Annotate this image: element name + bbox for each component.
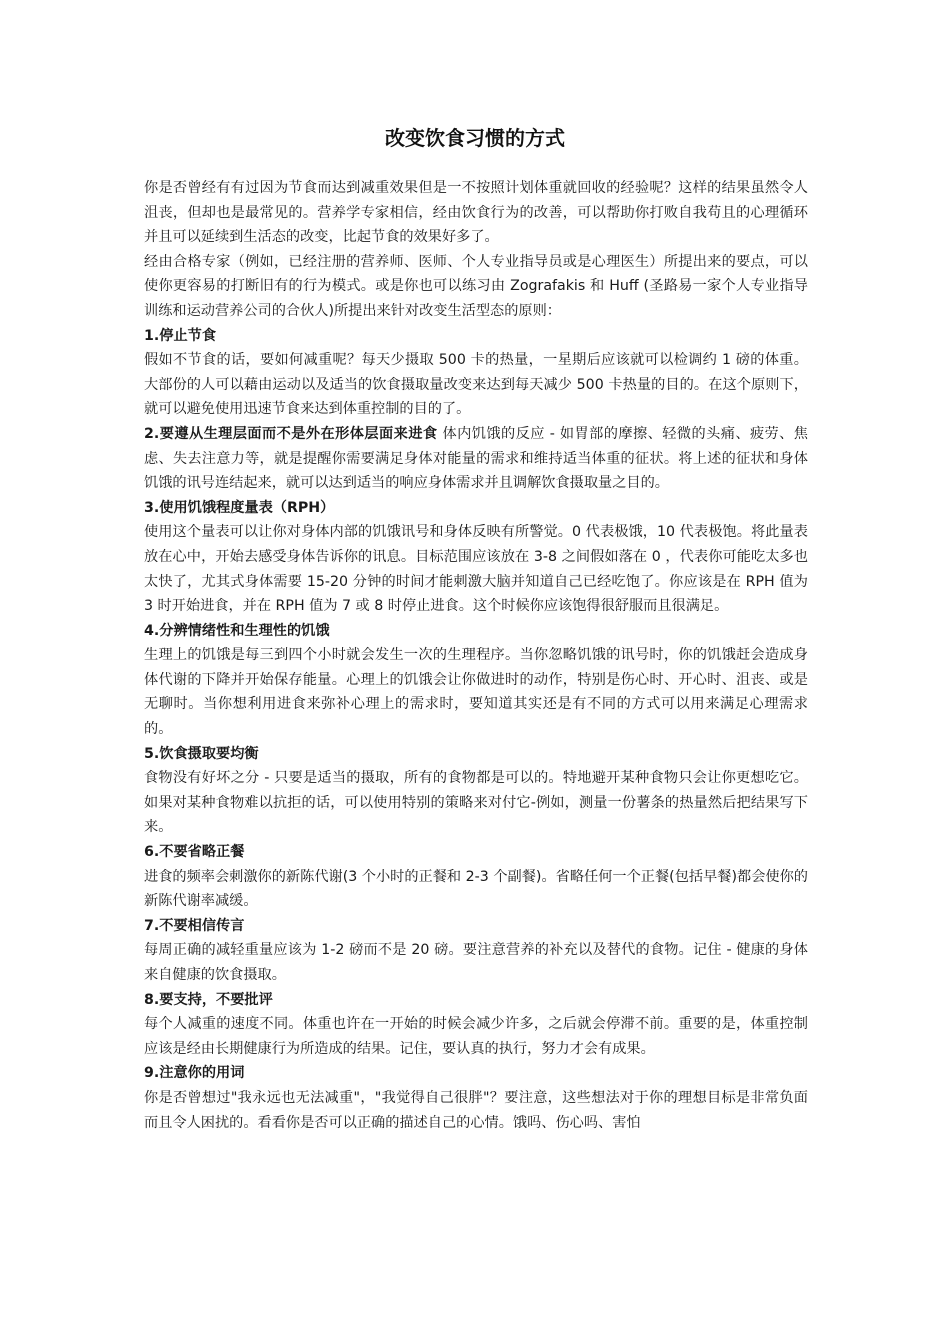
section-body: 食物没有好坏之分 - 只要是适当的摄取，所有的食物都是可以的。特地避开某种食物只会让你更想吃它。如果对某种食物难以抗拒的话，可以使用特别的策略来对付它-例如，测量一份薯条的热量然后把结果写下来。 [144,770,808,836]
section-body: 生理上的饥饿是每三到四个小时就会发生一次的生理程序。当你忽略饥饿的讯号时，你的饥饿赶会造成身体代谢的下降并开始保存能量。心理上的饥饿会让你做进时的动作，特别是伤心时、开心时、沮丧、或是无聊时。当你想利用进食来弥补心理上的需求时，要知道其实还是有不同的方式可以用来满足心理需求的。 [144,647,808,738]
section-heading: 5.饮食摄取要均衡 [144,745,259,762]
section-heading: 8.要支持，不要批评 [144,991,273,1008]
section-heading: 4.分辨情绪性和生理性的饥饿 [144,622,330,639]
section-body: 你是否曾想过"我永远也无法减重"，"我觉得自己很胖"？要注意，这些想法对于你的理想目标是非常负面而且令人困扰的。看看你是否可以正确的描述自己的心情。饿吗、伤心吗、害怕 [144,1089,808,1131]
section-body: 使用这个量表可以让你对身体内部的饥饿讯号和身体反映有所警觉。0 代表极饿，10 代表极饱。将此量表放在心中，开始去感受身体告诉你的讯息。目标范围应该放在 3-8 之间假如落在 0 ，代表你可能吃太多也太快了，尤其式身体需要 15-20 分钟的时间才能刺激大脑并知道自己已经吃饱了。你应该是在 RPH 值为 3 时开始进食，并在 RPH 值为 7 或 8 时停止进食。这个时候你应该饱得很舒服而且很满足。 [144,524,808,615]
section-heading: 2.要遵从生理层面而不是外在形体层面来进食 [144,425,438,442]
section-body: 假如不节食的话，要如何减重呢？每天少摄取 500 卡的热量，一星期后应该就可以检调约 1 磅的体重。大部份的人可以藉由运动以及适当的饮食摄取量改变来达到每天减少 500 卡热量的目的。在这个原则下，就可以避免使用迅速节食来达到体重控制的目的了。 [144,352,808,418]
section-paragraph [144,422,808,496]
section-body: 进食的频率会刺激你的新陈代谢(3 个小时的正餐和 2-3 个副餐)。省略任何一个正餐(包括早餐)都会使你的新陈代谢率减缓。 [144,868,808,910]
section-heading: 9.注意你的用词 [144,1065,245,1082]
section-heading: 1.停止节食 [144,327,217,344]
intro-paragraph: 你是否曾经有有过因为节食而达到减重效果但是一不按照计划体重就回收的经验呢？这样的结果虽然令人沮丧，但却也是最常见的。营养学专家相信，经由饮食行为的改善，可以帮助你打败自我苟且的心理循环并且可以延续到生活态的改变，比起节食的效果好多了。 [144,180,808,246]
document-body [144,176,808,1135]
document-title: 改变饮食习惯的方式 [385,126,565,150]
section-heading: 7.不要相信传言 [144,917,245,934]
section-body: 体内饥饿的反应 - 如胃部的摩擦、轻微的头痛、疲劳、焦虑、失去注意力等，就是提醒你需要满足身体对能量的需求和维持适当体重的征状。将上述的征状和身体饥饿的讯号连结起来，就可以达到适当的响应身体需求并且调解饮食摄取量之目的。 [144,425,808,492]
intro-paragraph: 经由合格专家（例如，已经注册的营养师、医师、个人专业指导员或是心理医生）所提出来的要点，可以使你更容易的打断旧有的行为模式。或是你也可以练习由 Zografakis 和 Huff (圣路易一家个人专业指导训练和运动营养公司的合伙人)所提出来针对改变生活型态的原则： [144,253,808,319]
section-heading: 6.不要省略正餐 [144,844,245,861]
section-body: 每周正确的减轻重量应该为 1-2 磅而不是 20 磅。要注意营养的补充以及替代的食物。记住 - 健康的身体来自健康的饮食摄取。 [144,942,808,983]
section-heading: 3.使用饥饿程度量表（RPH） [144,499,335,516]
section-body: 每个人减重的速度不同。体重也许在一开始的时候会减少许多，之后就会停滞不前。重要的是，体重控制应该是经由长期健康行为所造成的结果。记住，要认真的执行，努力才会有成果。 [144,1016,808,1057]
